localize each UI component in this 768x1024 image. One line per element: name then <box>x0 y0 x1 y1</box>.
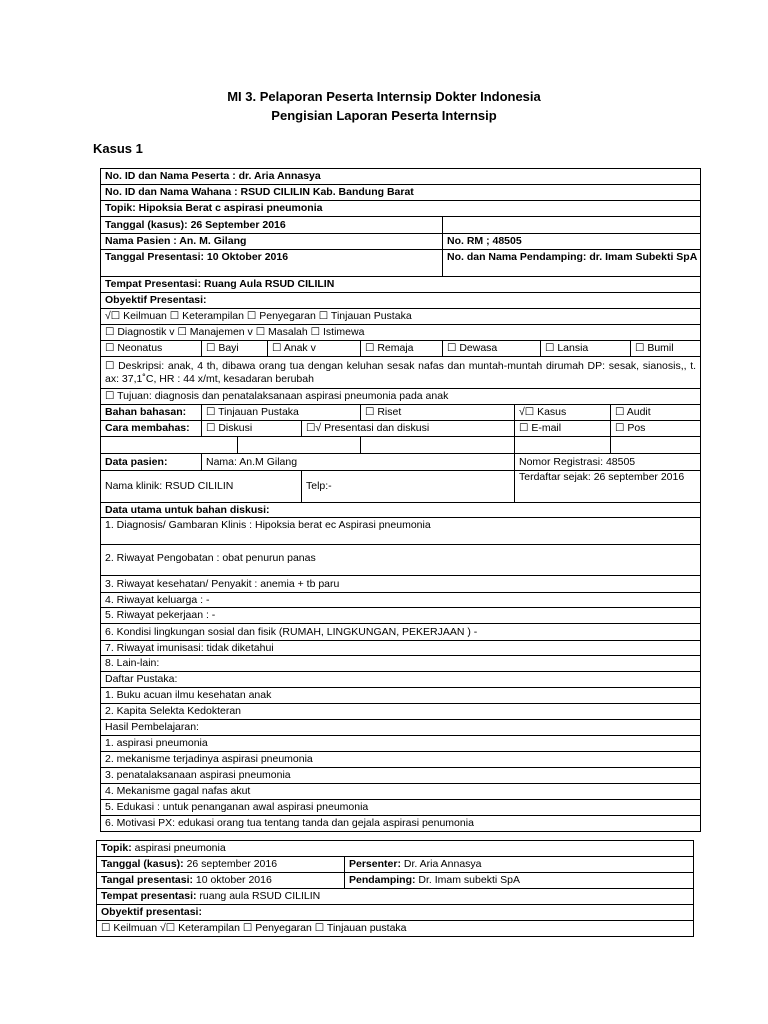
summary-presentation-date: Tangal presentasi: 10 oktober 2016 <box>97 873 345 889</box>
internship-report-form <box>100 168 701 832</box>
age-group-dewasa: ☐ Dewasa <box>443 341 541 357</box>
summary-case-date: Tanggal (kasus): 26 september 2016 <box>97 857 345 873</box>
objective-options-row: √☐ Keilmuan ☐ Keterampilan ☐ Penyegaran ☐ Tinjauan Pustaka <box>101 309 701 325</box>
main-data-item: 5. Riwayat pekerjaan : - <box>101 608 701 624</box>
method-option-post: ☐ Pos <box>611 421 701 437</box>
summary-objective-label: Obyektif presentasi: <box>97 905 694 921</box>
presentation-summary-form <box>96 840 694 937</box>
case-heading: Kasus 1 <box>93 141 143 156</box>
objective-label: Obyektif Presentasi: <box>101 293 701 309</box>
discussion-method-label: Cara membahas: <box>101 421 202 437</box>
age-group-anak: ☐ Anak v <box>268 341 361 357</box>
learning-outcome-item: 2. mekanisme terjadinya aspirasi pneumonia <box>101 752 701 768</box>
registered-since: Terdaftar sejak: 26 september 2016 <box>515 471 701 503</box>
medical-record-field: No. RM ; 48505 <box>443 234 701 250</box>
learning-outcome-item: 1. aspirasi pneumonia <box>101 736 701 752</box>
material-option-case: √☐ Kasus <box>515 405 611 421</box>
age-group-lansia: ☐ Lansia <box>541 341 631 357</box>
method-option-discussion: ☐ Diskusi <box>202 421 302 437</box>
age-group-bumil: ☐ Bumil <box>631 341 701 357</box>
material-option-audit: ☐ Audit <box>611 405 701 421</box>
bibliography-item: 1. Buku acuan ilmu kesehatan anak <box>101 688 701 704</box>
empty-cell <box>515 437 611 454</box>
patient-data-name: Nama: An.M Gilang <box>202 454 515 471</box>
summary-supervisor: Pendamping: Dr. Imam subekti SpA <box>345 873 694 889</box>
main-data-item: 6. Kondisi lingkungan sosial dan fisik (RUMAH, LINGKUNGAN, PEKERJAAN ) - <box>101 624 701 641</box>
participant-field: No. ID dan Nama Peserta : dr. Aria Annasya <box>101 169 701 185</box>
learning-outcome-item: 6. Motivasi PX: edukasi orang tua tentang tanda dan gejala aspirasi penumonia <box>101 816 701 832</box>
empty-cell <box>443 217 701 234</box>
clinic-name: Nama klinik: RSUD CILILIN <box>101 471 302 503</box>
age-group-bayi: ☐ Bayi <box>202 341 268 357</box>
material-label: Bahan bahasan: <box>101 405 202 421</box>
summary-presenter: Persenter: Dr. Aria Annasya <box>345 857 694 873</box>
case-description: ☐ Deskripsi: anak, 4 th, dibawa orang tua dengan keluhan sesak nafas dan muntah-muntah dirumah DP: sesak, sianosis,, t. ax: 37,1˚C, HR : 44 x/mt, kesadaran berubah <box>101 357 701 389</box>
patient-data-label: Data pasien: <box>101 454 202 471</box>
main-data-label: Data utama untuk bahan diskusi: <box>101 503 701 518</box>
method-option-presentation: ☐√ Presentasi dan diskusi <box>302 421 515 437</box>
main-data-item: 3. Riwayat kesehatan/ Penyakit : anemia + tb paru <box>101 576 701 593</box>
empty-cell <box>101 437 238 454</box>
age-group-neonatus: ☐ Neonatus <box>101 341 202 357</box>
learning-outcome-item: 5. Edukasi : untuk penanganan awal aspirasi pneumonia <box>101 800 701 816</box>
method-option-email: ☐ E-mail <box>515 421 611 437</box>
empty-cell <box>361 437 515 454</box>
learning-outcome-item: 4. Mekanisme gagal nafas akut <box>101 784 701 800</box>
main-data-item: 7. Riwayat imunisasi: tidak diketahui <box>101 641 701 656</box>
main-data-item: 8. Lain-lain: <box>101 656 701 672</box>
clinic-phone: Telp:- <box>302 471 515 503</box>
registration-number: Nomor Registrasi: 48505 <box>515 454 701 471</box>
summary-topic: Topik: aspirasi pneumonia <box>97 841 694 857</box>
main-data-item: 2. Riwayat Pengobatan : obat penurun panas <box>101 545 701 576</box>
supervisor-field: No. dan Nama Pendamping: dr. Imam Subekti SpA <box>443 250 701 277</box>
objective-type-row: ☐ Diagnostik v ☐ Manajemen v ☐ Masalah ☐ Istimewa <box>101 325 701 341</box>
empty-cell <box>238 437 361 454</box>
presentation-venue-field: Tempat Presentasi: Ruang Aula RSUD CILILIN <box>101 277 701 293</box>
bibliography-label: Daftar Pustaka: <box>101 672 701 688</box>
case-objective: ☐ Tujuan: diagnosis dan penatalaksanaan aspirasi pneumonia pada anak <box>101 389 701 405</box>
empty-cell <box>611 437 701 454</box>
age-group-remaja: ☐ Remaja <box>361 341 443 357</box>
main-data-item: 1. Diagnosis/ Gambaran Klinis : Hipoksia berat ec Aspirasi pneumonia <box>101 518 701 545</box>
patient-name-field: Nama Pasien : An. M. Gilang <box>101 234 443 250</box>
presentation-date-field: Tanggal Presentasi: 10 Oktober 2016 <box>101 250 443 277</box>
learning-outcome-item: 3. penatalaksanaan aspirasi pneumonia <box>101 768 701 784</box>
material-option-literature: ☐ Tinjauan Pustaka <box>202 405 361 421</box>
learning-outcomes-label: Hasil Pembelajaran: <box>101 720 701 736</box>
document-title: MI 3. Pelaporan Peserta Internsip Dokter Indonesia <box>227 89 541 104</box>
bibliography-item: 2. Kapita Selekta Kedokteran <box>101 704 701 720</box>
summary-venue: Tempat presentasi: ruang aula RSUD CILILIN <box>97 889 694 905</box>
material-option-research: ☐ Riset <box>361 405 515 421</box>
summary-objective-options: ☐ Keilmuan √☐ Keterampilan ☐ Penyegaran ☐ Tinjauan pustaka <box>97 921 694 937</box>
document-subtitle: Pengisian Laporan Peserta Internsip <box>271 108 497 123</box>
case-date-field: Tanggal (kasus): 26 September 2016 <box>101 217 443 234</box>
main-data-item: 4. Riwayat keluarga : - <box>101 593 701 608</box>
topic-field: Topik: Hipoksia Berat c aspirasi pneumonia <box>101 201 701 217</box>
facility-field: No. ID dan Nama Wahana : RSUD CILILIN Kab. Bandung Barat <box>101 185 701 201</box>
